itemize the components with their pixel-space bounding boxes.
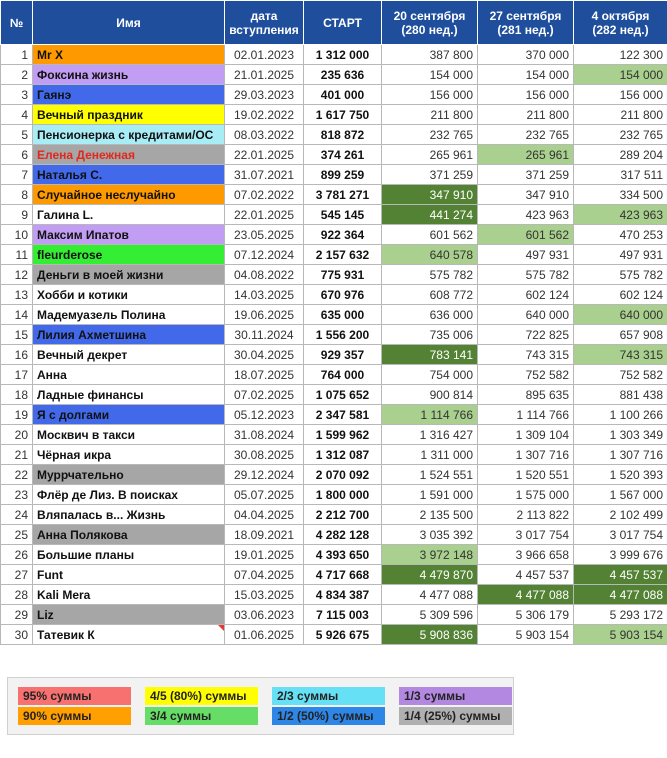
participant-name-cell[interactable]: Funt [33, 565, 225, 585]
row-number-cell[interactable]: 11 [1, 245, 33, 265]
table-row [1, 225, 667, 245]
row-number-cell[interactable]: 29 [1, 605, 33, 625]
color-legend [7, 677, 514, 735]
week-282-value-cell[interactable]: 497 931 [574, 245, 667, 265]
week-282-value-cell[interactable]: 289 204 [574, 145, 667, 165]
week-281-value-cell[interactable]: 3 017 754 [478, 525, 574, 545]
participant-name-cell[interactable]: Вляпалась в... Жизнь [33, 505, 225, 525]
header-name[interactable]: Имя [33, 1, 225, 45]
week-281-value-cell[interactable]: 211 800 [478, 105, 574, 125]
start-amount-cell[interactable]: 4 282 128 [304, 525, 382, 545]
participant-name-cell[interactable]: Пенсионерка с кредитами/ОС [33, 125, 225, 145]
week-280-value-cell[interactable]: 754 000 [382, 365, 478, 385]
participant-name-cell[interactable]: Ладные финансы [33, 385, 225, 405]
week-282-value-cell[interactable]: 2 102 499 [574, 505, 667, 525]
header-start[interactable]: СТАРТ [304, 1, 382, 45]
week-281-value-cell[interactable]: 1 520 551 [478, 465, 574, 485]
join-date-cell[interactable]: 02.01.2023 [225, 45, 304, 65]
week-281-value-cell[interactable]: 423 963 [478, 205, 574, 225]
participant-name-cell[interactable]: Случайное неслучайно [33, 185, 225, 205]
legend-item: 95% суммы [18, 687, 131, 705]
participant-name-cell[interactable]: Мадемуазель Полина [33, 305, 225, 325]
start-amount-cell[interactable]: 1 556 200 [304, 325, 382, 345]
week-282-value-cell[interactable]: 657 908 [574, 325, 667, 345]
week-282-value-cell[interactable]: 1 303 349 [574, 425, 667, 445]
week-281-value-cell[interactable]: 1 307 716 [478, 445, 574, 465]
week-280-value-cell[interactable]: 156 000 [382, 85, 478, 105]
week-281-value-cell[interactable]: 154 000 [478, 65, 574, 85]
week-282-value-cell[interactable]: 1 520 393 [574, 465, 667, 485]
start-amount-cell[interactable]: 764 000 [304, 365, 382, 385]
week-281-value-cell[interactable]: 371 259 [478, 165, 574, 185]
start-amount-cell[interactable]: 7 115 003 [304, 605, 382, 625]
table-row [1, 525, 667, 545]
week-282-value-cell[interactable]: 5 293 172 [574, 605, 667, 625]
row-number-cell[interactable]: 23 [1, 485, 33, 505]
table-row [1, 185, 667, 205]
week-282-value-cell[interactable]: 3 999 676 [574, 545, 667, 565]
row-number-cell[interactable]: 26 [1, 545, 33, 565]
week-281-value-cell[interactable]: 1 575 000 [478, 485, 574, 505]
week-280-value-cell[interactable]: 601 562 [382, 225, 478, 245]
week-281-value-cell[interactable]: 232 765 [478, 125, 574, 145]
start-amount-cell[interactable]: 1 800 000 [304, 485, 382, 505]
table-row [1, 305, 667, 325]
join-date-cell[interactable]: 04.04.2025 [225, 505, 304, 525]
row-number-cell[interactable]: 28 [1, 585, 33, 605]
week-281-value-cell[interactable]: 370 000 [478, 45, 574, 65]
participant-name-cell[interactable]: Галина L. [33, 205, 225, 225]
row-number-cell[interactable]: 18 [1, 385, 33, 405]
participant-name-cell[interactable]: Москвич в такси [33, 425, 225, 445]
join-date-cell[interactable]: 22.01.2025 [225, 205, 304, 225]
table-row [1, 605, 667, 625]
week-280-value-cell[interactable]: 371 259 [382, 165, 478, 185]
row-number-cell[interactable]: 20 [1, 425, 33, 445]
join-date-cell[interactable]: 19.06.2025 [225, 305, 304, 325]
week-280-value-cell[interactable]: 900 814 [382, 385, 478, 405]
legend-item: 4/5 (80%) суммы [145, 687, 258, 705]
week-280-value-cell[interactable]: 783 141 [382, 345, 478, 365]
participant-name-cell[interactable]: Вечный праздник [33, 105, 225, 125]
start-amount-cell[interactable]: 2 070 092 [304, 465, 382, 485]
join-date-cell[interactable]: 30.08.2025 [225, 445, 304, 465]
participant-name-cell[interactable]: Анна [33, 365, 225, 385]
participant-name-cell[interactable]: Флёр де Лиз. В поисках [33, 485, 225, 505]
start-amount-cell[interactable]: 818 872 [304, 125, 382, 145]
week-282-value-cell[interactable]: 752 582 [574, 365, 667, 385]
table-row [1, 85, 667, 105]
week-281-value-cell[interactable]: 5 903 154 [478, 625, 574, 645]
participant-name-cell[interactable]: Фоксина жизнь [33, 65, 225, 85]
join-date-cell[interactable]: 30.11.2024 [225, 325, 304, 345]
row-number-cell[interactable]: 27 [1, 565, 33, 585]
join-date-cell[interactable]: 19.02.2022 [225, 105, 304, 125]
participant-name-cell[interactable]: Mr X [33, 45, 225, 65]
participant-name-cell[interactable]: Гаянэ [33, 85, 225, 105]
row-number-cell[interactable]: 19 [1, 405, 33, 425]
week-280-value-cell[interactable]: 1 311 000 [382, 445, 478, 465]
legend-item: 90% суммы [18, 707, 131, 725]
legend-item: 1/4 (25%) суммы [399, 707, 512, 725]
header-num[interactable]: № [1, 1, 33, 45]
week-281-value-cell[interactable]: 4 457 537 [478, 565, 574, 585]
start-amount-cell[interactable]: 374 261 [304, 145, 382, 165]
row-number-cell[interactable]: 17 [1, 365, 33, 385]
table-row [1, 445, 667, 465]
header-date[interactable]: дата вступления [225, 1, 304, 45]
row-number-cell[interactable]: 6 [1, 145, 33, 165]
table-row [1, 285, 667, 305]
row-number-cell[interactable]: 14 [1, 305, 33, 325]
week-280-value-cell[interactable]: 154 000 [382, 65, 478, 85]
week-280-value-cell[interactable]: 1 316 427 [382, 425, 478, 445]
table-body [1, 45, 667, 645]
row-number-cell[interactable]: 8 [1, 185, 33, 205]
start-amount-cell[interactable]: 1 599 962 [304, 425, 382, 445]
participant-name-cell[interactable]: Чёрная икра [33, 445, 225, 465]
week-281-value-cell[interactable]: 1 309 104 [478, 425, 574, 445]
start-amount-cell[interactable]: 4 717 668 [304, 565, 382, 585]
week-282-value-cell[interactable]: 1 307 716 [574, 445, 667, 465]
join-date-cell[interactable]: 31.07.2021 [225, 165, 304, 185]
table-row [1, 465, 667, 485]
participant-name-cell[interactable]: Liz [33, 605, 225, 625]
week-282-value-cell[interactable]: 4 457 537 [574, 565, 667, 585]
week-281-value-cell[interactable]: 575 782 [478, 265, 574, 285]
participant-name-cell[interactable]: Хобби и котики [33, 285, 225, 305]
week-280-value-cell[interactable]: 3 035 392 [382, 525, 478, 545]
header-week-281[interactable]: 27 сентября (281 нед.) [478, 1, 574, 45]
table-row [1, 545, 667, 565]
week-282-value-cell[interactable]: 4 477 088 [574, 585, 667, 605]
week-280-value-cell[interactable]: 211 800 [382, 105, 478, 125]
participant-name-cell[interactable]: Лилия Ахметшина [33, 325, 225, 345]
participant-name-cell[interactable]: Анна Полякова [33, 525, 225, 545]
week-280-value-cell[interactable]: 735 006 [382, 325, 478, 345]
start-amount-cell[interactable]: 2 212 700 [304, 505, 382, 525]
table-row [1, 365, 667, 385]
week-282-value-cell[interactable]: 317 511 [574, 165, 667, 185]
row-number-cell[interactable]: 22 [1, 465, 33, 485]
table-row [1, 325, 667, 345]
header-week-280[interactable]: 20 сентября (280 нед.) [382, 1, 478, 45]
week-282-value-cell[interactable]: 881 438 [574, 385, 667, 405]
week-282-value-cell[interactable]: 3 017 754 [574, 525, 667, 545]
table-row [1, 205, 667, 225]
week-280-value-cell[interactable]: 5 309 596 [382, 605, 478, 625]
table-row [1, 165, 667, 185]
participant-name-cell[interactable]: Я с долгами [33, 405, 225, 425]
row-number-cell[interactable]: 9 [1, 205, 33, 225]
join-date-cell[interactable]: 08.03.2022 [225, 125, 304, 145]
participant-name-cell[interactable]: Татевик К [33, 625, 225, 645]
week-281-value-cell[interactable]: 752 582 [478, 365, 574, 385]
week-281-value-cell[interactable]: 895 635 [478, 385, 574, 405]
week-282-value-cell[interactable]: 602 124 [574, 285, 667, 305]
row-number-cell[interactable]: 21 [1, 445, 33, 465]
start-amount-cell[interactable]: 899 259 [304, 165, 382, 185]
table-row [1, 425, 667, 445]
start-amount-cell[interactable]: 4 393 650 [304, 545, 382, 565]
week-281-value-cell[interactable]: 156 000 [478, 85, 574, 105]
row-number-cell[interactable]: 5 [1, 125, 33, 145]
week-280-value-cell[interactable]: 232 765 [382, 125, 478, 145]
week-281-value-cell[interactable]: 497 931 [478, 245, 574, 265]
start-amount-cell[interactable]: 4 834 387 [304, 585, 382, 605]
join-date-cell[interactable]: 31.08.2024 [225, 425, 304, 445]
legend-item: 1/3 суммы [399, 687, 512, 705]
start-amount-cell[interactable]: 1 312 000 [304, 45, 382, 65]
row-number-cell[interactable]: 1 [1, 45, 33, 65]
row-number-cell[interactable]: 30 [1, 625, 33, 645]
join-date-cell[interactable]: 14.03.2025 [225, 285, 304, 305]
table-row [1, 245, 667, 265]
start-amount-cell[interactable]: 401 000 [304, 85, 382, 105]
row-number-cell[interactable]: 2 [1, 65, 33, 85]
week-282-value-cell[interactable]: 154 000 [574, 65, 667, 85]
table-row [1, 65, 667, 85]
join-date-cell[interactable]: 01.06.2025 [225, 625, 304, 645]
join-date-cell[interactable]: 05.07.2025 [225, 485, 304, 505]
join-date-cell[interactable]: 07.12.2024 [225, 245, 304, 265]
start-amount-cell[interactable]: 922 364 [304, 225, 382, 245]
join-date-cell[interactable]: 04.08.2022 [225, 265, 304, 285]
join-date-cell[interactable]: 15.03.2025 [225, 585, 304, 605]
join-date-cell[interactable]: 03.06.2023 [225, 605, 304, 625]
week-281-value-cell[interactable]: 3 966 658 [478, 545, 574, 565]
header-week-282[interactable]: 4 октября (282 нед.) [574, 1, 667, 45]
week-280-value-cell[interactable]: 441 274 [382, 205, 478, 225]
start-amount-cell[interactable]: 2 157 632 [304, 245, 382, 265]
table-row [1, 405, 667, 425]
join-date-cell[interactable]: 07.04.2025 [225, 565, 304, 585]
start-amount-cell[interactable]: 5 926 675 [304, 625, 382, 645]
legend-item: 2/3 суммы [272, 687, 385, 705]
week-281-value-cell[interactable]: 601 562 [478, 225, 574, 245]
week-282-value-cell[interactable]: 5 903 154 [574, 625, 667, 645]
join-date-cell[interactable]: 05.12.2023 [225, 405, 304, 425]
week-280-value-cell[interactable]: 636 000 [382, 305, 478, 325]
week-281-value-cell[interactable]: 347 910 [478, 185, 574, 205]
week-281-value-cell[interactable]: 722 825 [478, 325, 574, 345]
table-row [1, 565, 667, 585]
table-row [1, 485, 667, 505]
participant-name-cell[interactable]: fleurderose [33, 245, 225, 265]
week-280-value-cell[interactable]: 608 772 [382, 285, 478, 305]
week-280-value-cell[interactable]: 5 908 836 [382, 625, 478, 645]
start-amount-cell[interactable]: 3 781 271 [304, 185, 382, 205]
participant-name-cell[interactable]: Большие планы [33, 545, 225, 565]
week-280-value-cell[interactable]: 3 972 148 [382, 545, 478, 565]
row-number-cell[interactable]: 25 [1, 525, 33, 545]
week-280-value-cell[interactable]: 265 961 [382, 145, 478, 165]
join-date-cell[interactable]: 22.01.2025 [225, 145, 304, 165]
week-281-value-cell[interactable]: 5 306 179 [478, 605, 574, 625]
week-282-value-cell[interactable]: 156 000 [574, 85, 667, 105]
week-281-value-cell[interactable]: 1 114 766 [478, 405, 574, 425]
table-row [1, 265, 667, 285]
legend-item: 1/2 (50%) суммы [272, 707, 385, 725]
row-number-cell[interactable]: 16 [1, 345, 33, 365]
week-280-value-cell[interactable]: 1 524 551 [382, 465, 478, 485]
table-row [1, 345, 667, 365]
table-row [1, 505, 667, 525]
participant-name-cell[interactable]: Муррчательно [33, 465, 225, 485]
join-date-cell[interactable]: 19.01.2025 [225, 545, 304, 565]
table-row [1, 145, 667, 165]
table-row [1, 625, 667, 645]
week-281-value-cell[interactable]: 2 113 822 [478, 505, 574, 525]
row-number-cell[interactable]: 7 [1, 165, 33, 185]
week-282-value-cell[interactable]: 575 782 [574, 265, 667, 285]
start-amount-cell[interactable]: 235 636 [304, 65, 382, 85]
participant-name-cell[interactable]: Наталья С. [33, 165, 225, 185]
header-row [1, 1, 667, 45]
week-282-value-cell[interactable]: 743 315 [574, 345, 667, 365]
start-amount-cell[interactable]: 929 357 [304, 345, 382, 365]
start-amount-cell[interactable]: 1 312 087 [304, 445, 382, 465]
participant-name-cell[interactable]: Вечный декрет [33, 345, 225, 365]
table-row [1, 125, 667, 145]
week-281-value-cell[interactable]: 265 961 [478, 145, 574, 165]
week-281-value-cell[interactable]: 602 124 [478, 285, 574, 305]
table-row [1, 105, 667, 125]
week-280-value-cell[interactable]: 347 910 [382, 185, 478, 205]
join-date-cell[interactable]: 30.04.2025 [225, 345, 304, 365]
week-282-value-cell[interactable]: 232 765 [574, 125, 667, 145]
week-282-value-cell[interactable]: 640 000 [574, 305, 667, 325]
row-number-cell[interactable]: 10 [1, 225, 33, 245]
week-280-value-cell[interactable]: 1 591 000 [382, 485, 478, 505]
week-282-value-cell[interactable]: 423 963 [574, 205, 667, 225]
comment-marker-icon[interactable] [218, 625, 224, 631]
table-row [1, 585, 667, 605]
start-amount-cell[interactable]: 1 617 750 [304, 105, 382, 125]
start-amount-cell[interactable]: 545 145 [304, 205, 382, 225]
start-amount-cell[interactable]: 1 075 652 [304, 385, 382, 405]
week-280-value-cell[interactable]: 640 578 [382, 245, 478, 265]
row-number-cell[interactable]: 3 [1, 85, 33, 105]
legend-item: 3/4 суммы [145, 707, 258, 725]
join-date-cell[interactable]: 18.07.2025 [225, 365, 304, 385]
week-282-value-cell[interactable]: 334 500 [574, 185, 667, 205]
week-280-value-cell[interactable]: 4 479 870 [382, 565, 478, 585]
row-number-cell[interactable]: 13 [1, 285, 33, 305]
week-282-value-cell[interactable]: 1 100 266 [574, 405, 667, 425]
join-date-cell[interactable]: 18.09.2021 [225, 525, 304, 545]
week-280-value-cell[interactable]: 1 114 766 [382, 405, 478, 425]
week-281-value-cell[interactable]: 743 315 [478, 345, 574, 365]
week-282-value-cell[interactable]: 1 567 000 [574, 485, 667, 505]
week-282-value-cell[interactable]: 470 253 [574, 225, 667, 245]
week-280-value-cell[interactable]: 2 135 500 [382, 505, 478, 525]
start-amount-cell[interactable]: 2 347 581 [304, 405, 382, 425]
start-amount-cell[interactable]: 775 931 [304, 265, 382, 285]
week-281-value-cell[interactable]: 640 000 [478, 305, 574, 325]
row-number-cell[interactable]: 12 [1, 265, 33, 285]
week-282-value-cell[interactable]: 211 800 [574, 105, 667, 125]
start-amount-cell[interactable]: 670 976 [304, 285, 382, 305]
row-number-cell[interactable]: 4 [1, 105, 33, 125]
row-number-cell[interactable]: 15 [1, 325, 33, 345]
week-281-value-cell[interactable]: 4 477 088 [478, 585, 574, 605]
table-row [1, 45, 667, 65]
row-number-cell[interactable]: 24 [1, 505, 33, 525]
join-date-cell[interactable]: 21.01.2025 [225, 65, 304, 85]
week-280-value-cell[interactable]: 387 800 [382, 45, 478, 65]
participant-name-cell[interactable]: Деньги в моей жизни [33, 265, 225, 285]
week-280-value-cell[interactable]: 575 782 [382, 265, 478, 285]
join-date-cell[interactable]: 29.12.2024 [225, 465, 304, 485]
start-amount-cell[interactable]: 635 000 [304, 305, 382, 325]
join-date-cell[interactable]: 23.05.2025 [225, 225, 304, 245]
participant-name-cell[interactable]: Елена Денежная [33, 145, 225, 165]
join-date-cell[interactable]: 07.02.2025 [225, 385, 304, 405]
participant-name-cell[interactable]: Kali Mera [33, 585, 225, 605]
join-date-cell[interactable]: 29.03.2023 [225, 85, 304, 105]
table-row [1, 385, 667, 405]
week-280-value-cell[interactable]: 4 477 088 [382, 585, 478, 605]
week-282-value-cell[interactable]: 122 300 [574, 45, 667, 65]
join-date-cell[interactable]: 07.02.2022 [225, 185, 304, 205]
participant-name-cell[interactable]: Максим Ипатов [33, 225, 225, 245]
